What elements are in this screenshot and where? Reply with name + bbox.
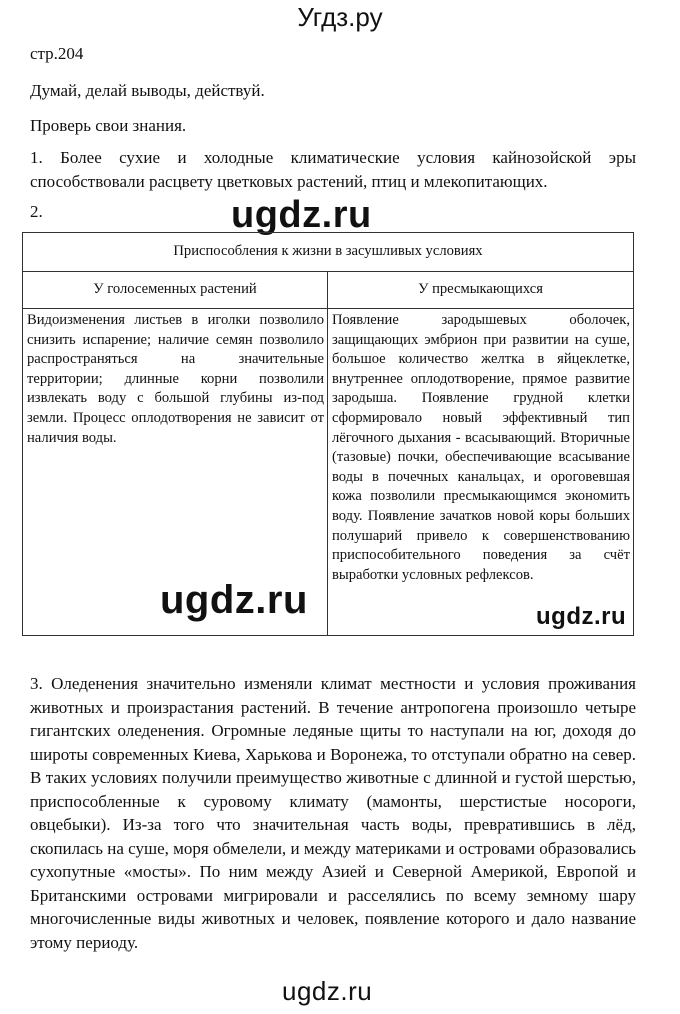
watermark-middle-small: ugdz.ru xyxy=(536,603,627,630)
gymnosperms-text: Видоизменения листьев в иголки позволило снизить испарение; наличие семян позволило распространяться на значительные территории; длинные корни позволили извлекать воду с большой глубины из-под земли. Процесс оплодотворения не зависит от наличия воды. xyxy=(27,312,324,446)
adaptations-table xyxy=(22,232,634,636)
reptiles-cell xyxy=(328,309,634,636)
answer-2-label: 2. xyxy=(30,202,43,221)
answer-1: 1. Более сухие и холодные климатические условия кайнозойской эры способствовали расцвету цветковых растений, птиц и млекопитающих. xyxy=(30,148,636,191)
section-heading: Думай, делай выводы, действуй. xyxy=(30,81,265,100)
section-subheading: Проверь свои знания. xyxy=(30,116,187,135)
site-title: Угдз.ру xyxy=(297,2,383,32)
page-reference: стр.204 xyxy=(30,44,84,63)
watermark-footer: ugdz.ru xyxy=(282,976,373,1006)
table-title: Приспособления к жизни в засушливых условиях xyxy=(23,233,634,272)
answer-3: 3. Оледенения значительно изменяли климат местности и условия проживания животных и произрастания растений. В течение антропогена произошло четыре гигантских оледенения. Огромные ледяные щиты то наступали на юг, доходя до широты современных Киева, Харькова и Воронежа, то отступали обратно на север. В таких условиях получили преимущество животные с длинной и густой шерстью, приспособленные к суровому климату (мамонты, шерстистые носороги, овцебыки). Из-за того что значительная часть воды, превратившись в лёд, скопилась на суше, моря обмелели, и между материками и островами образовались сухопутные «мосты». По ним между Азией и Северной Америкой, Европой и Британскими островами мигрировали и расселялись по всему земному шару многочисленные виды животных и человек, появление которого и дало название этому периоду. xyxy=(30,674,636,952)
reptiles-text: Появление зародышевых оболочек, защищающих эмбрион при развитии на суше, большое количество желтка в яйцеклетке, внутреннее оплодотворение, прямое развитие зародыша. Появление грудной клетки сформировало новый эффективный тип лёгочного дыхания - всасывающий. Вторичные (тазовые) почки, обеспечивающие всасывание воды в почечных канальцах, и ороговевшая кожа позволили пресмыкающимся экономить воду. Появление зачатков новой коры больших полушарий привело к совершенствованию приспособительного поведения за счёт выработки условных рефлексов. xyxy=(332,312,630,583)
column-header-gymnosperms: У голосеменных растений xyxy=(23,272,328,309)
column-header-reptiles: У пресмыкающихся xyxy=(328,272,634,309)
watermark-top: ugdz.ru xyxy=(231,194,372,236)
watermark-middle-large: ugdz.ru xyxy=(160,578,308,622)
